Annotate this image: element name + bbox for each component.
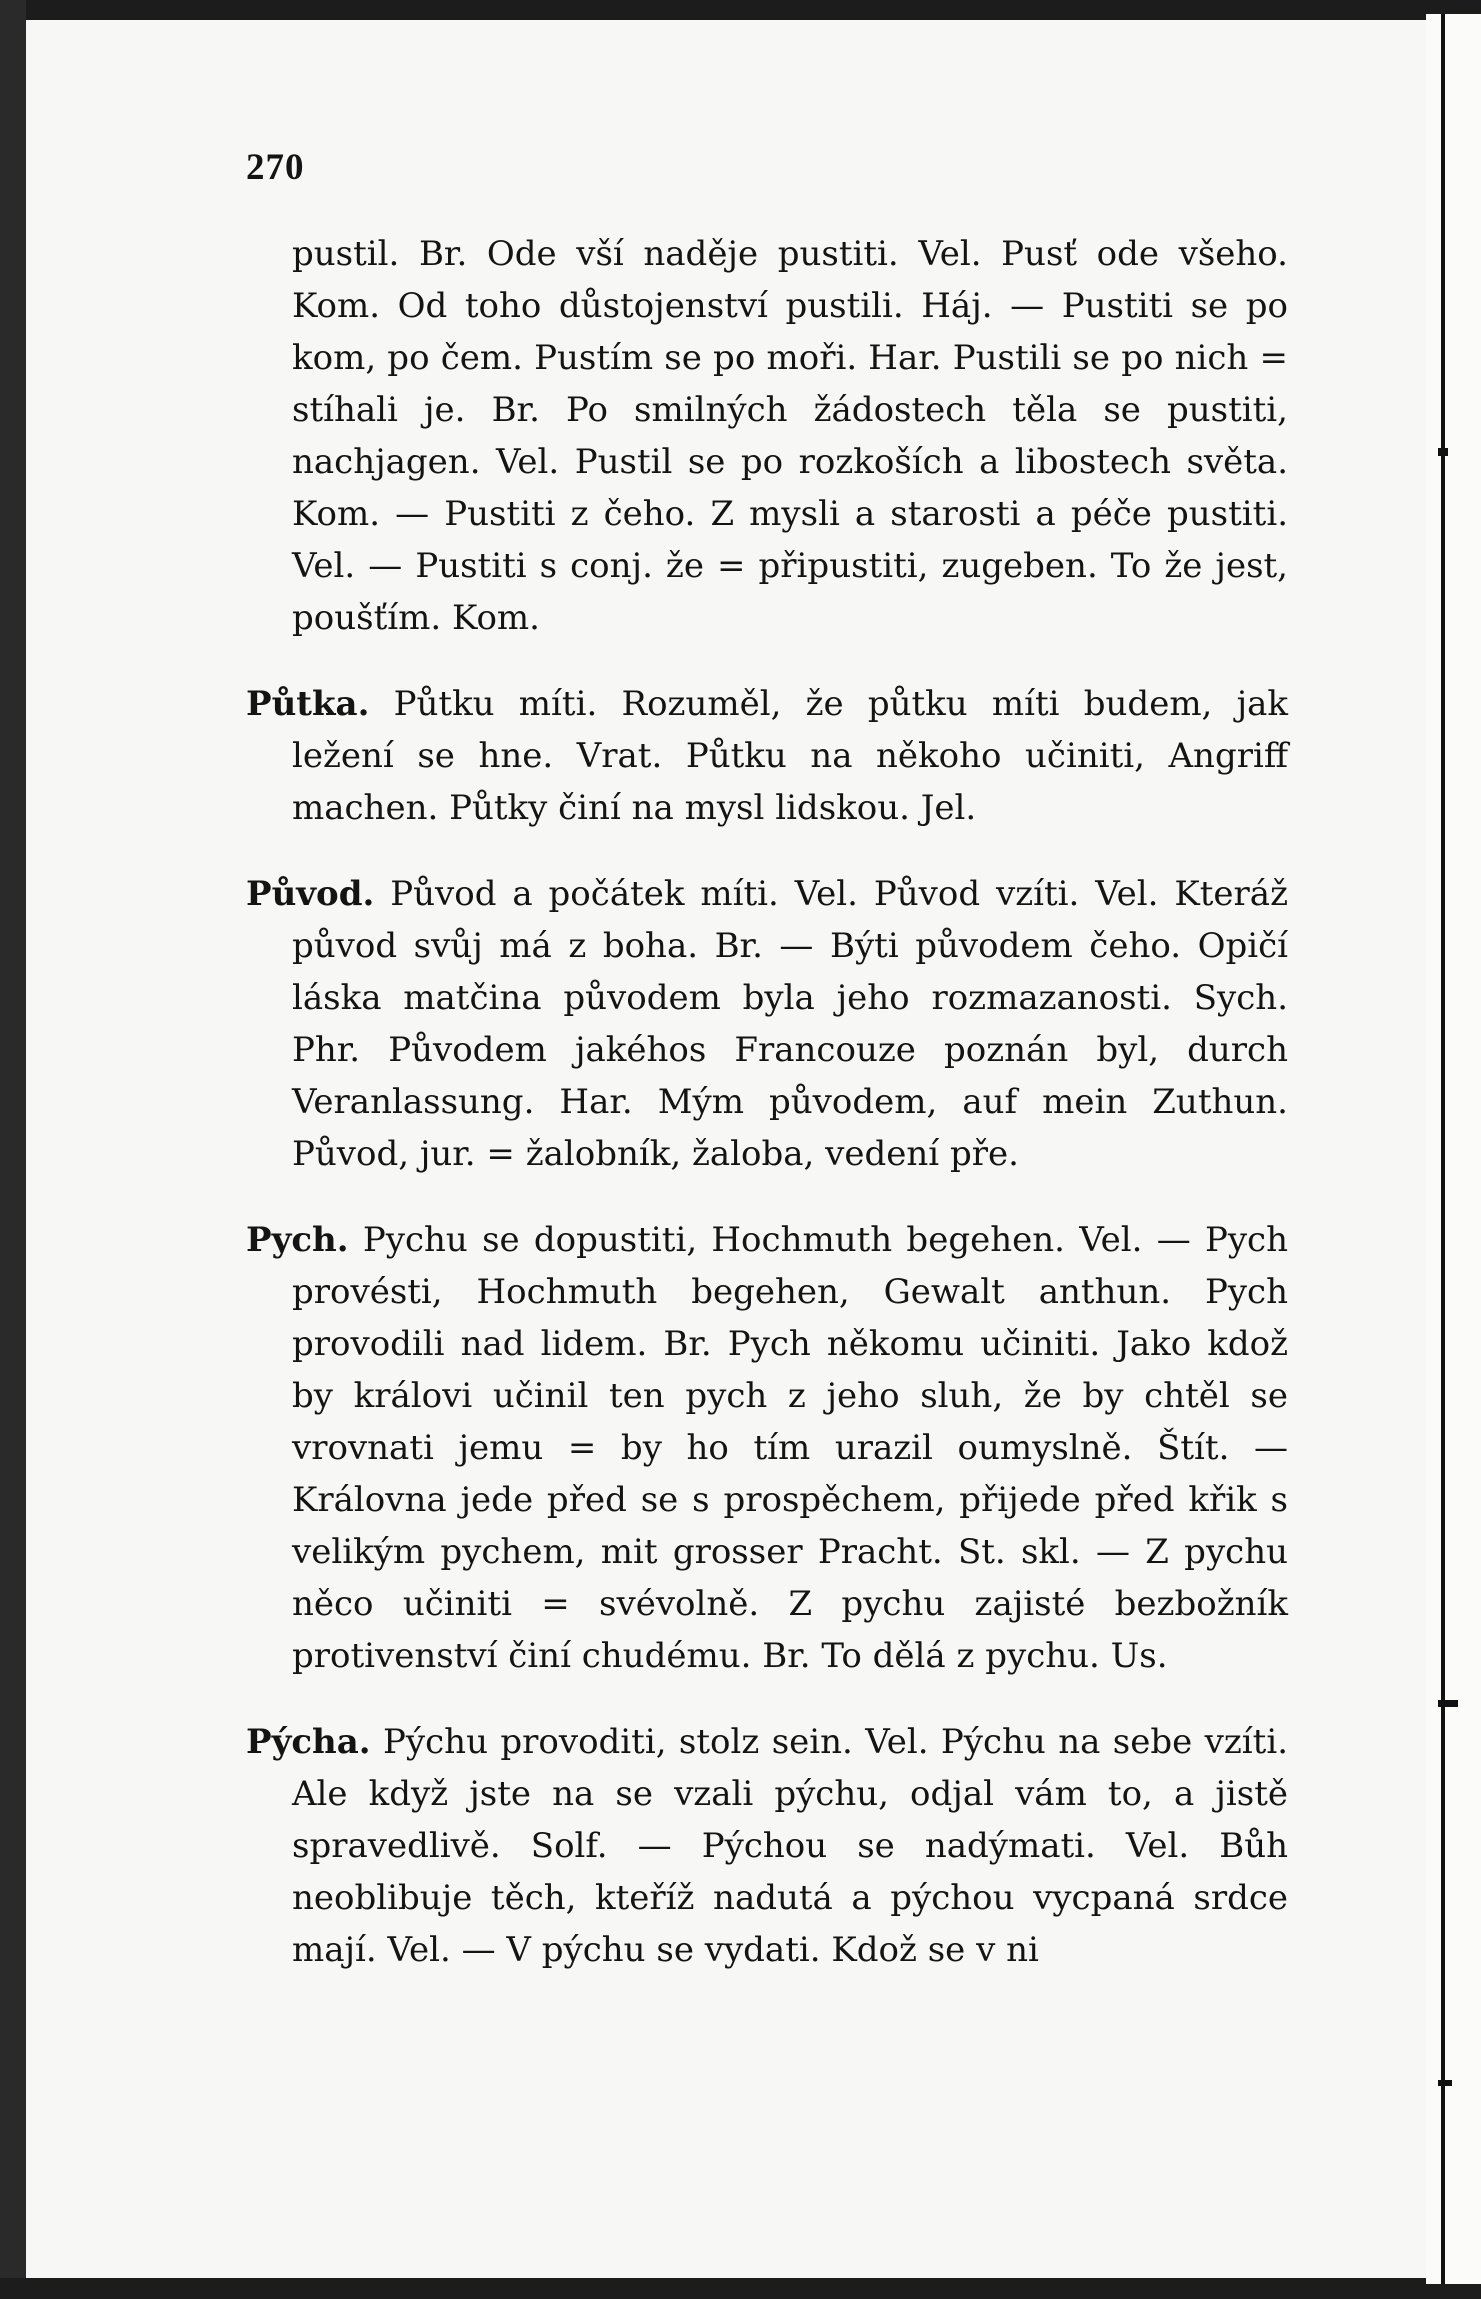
entry-pycha [246,1716,1288,1976]
edge-mark [1438,448,1448,456]
entry-headword: Pych. [246,1220,349,1260]
entry-putka [246,678,1288,834]
scan-frame-bottom [0,2278,1481,2299]
binding-line [1441,14,1445,2284]
entry-text: Původ a počátek míti. Vel. Původ vzíti. Vel. Kteráž původ svůj má z boha. Br. — Býti původem čeho. Opičí láska matčina původem byla jeho rozmazanosti. Sych. Phr. Původem jakéhos Francouze poznán byl, durch Veranlassung. Har. Mým původem, auf mein Zuthun. Původ, jur. = žalobník, žaloba, vedení pře. [292,874,1288,1174]
entry-text: pustil. Br. Ode vší naděje pustiti. Vel. Pusť ode všeho. Kom. Od toho důstojenství pustili. Háj. — Pustiti se po kom, po čem. Pustím se po moři. Har. Pustili se po nich = stíhali je. Br. Po smilných žádostech těla se pustiti, nachjagen. Vel. Pustil se po rozkoších a libostech světa. Kom. — Pustiti z čeho. Z mysli a starosti a péče pustiti. Vel. — Pustiti s conj. že = připustiti, zugeben. To že jest, poušťím. Kom. [292,234,1288,638]
entry-text: Půtku míti. Rozuměl, že půtku míti budem, jak ležení se hne. Vrat. Půtku na někoho učiniti, Angriff machen. Půtky činí na mysl lidskou. Jel. [292,684,1288,828]
edge-mark [1438,2080,1452,2086]
entry-headword: Pýcha. [246,1722,371,1762]
scan-frame-left [0,0,26,2299]
page-number: 270 [246,147,305,188]
entry-text: Pýchu provoditi, stolz sein. Vel. Pýchu na sebe vzíti. Ale když jste na se vzali pýchu, odjal vám to, a jistě spravedlivě. Solf. — Pýchou se nadýmati. Vel. Bůh neoblibuje těch, kteříž nadutá a pýchou vycpaná srdce mají. Vel. — V pýchu se vydati. Kdož se v ni [292,1722,1289,1970]
entry-text: Pychu se dopustiti, Hochmuth begehen. Vel. — Pych provésti, Hochmuth begehen, Gewalt anthun. Pych provodili nad lidem. Br. Pych někomu učiniti. Jako kdož by královi učinil ten pych z jeho sluh, že by chtěl se vrovnati jemu = by ho tím urazil oumyslně. Štít. — Královna jede před se s prospěchem, přijede před křik s velikým pychem, mit grosser Pracht. St. skl. — Z pychu něco učiniti = svévolně. Z pychu zajisté bezbožník protivenství činí chudému. Br. To dělá z pychu. Us. [292,1220,1288,1676]
edge-mark [1438,1700,1458,1707]
entry-pych [246,1214,1288,1682]
entry-headword: Původ. [246,874,375,914]
scan-frame-top [0,0,1481,20]
dictionary-text [246,228,1288,1985]
page-edge [1426,14,1481,2284]
entry-headword: Půtka. [246,684,370,724]
entry-puvod [246,868,1288,1180]
entry-continuation [246,228,1288,644]
